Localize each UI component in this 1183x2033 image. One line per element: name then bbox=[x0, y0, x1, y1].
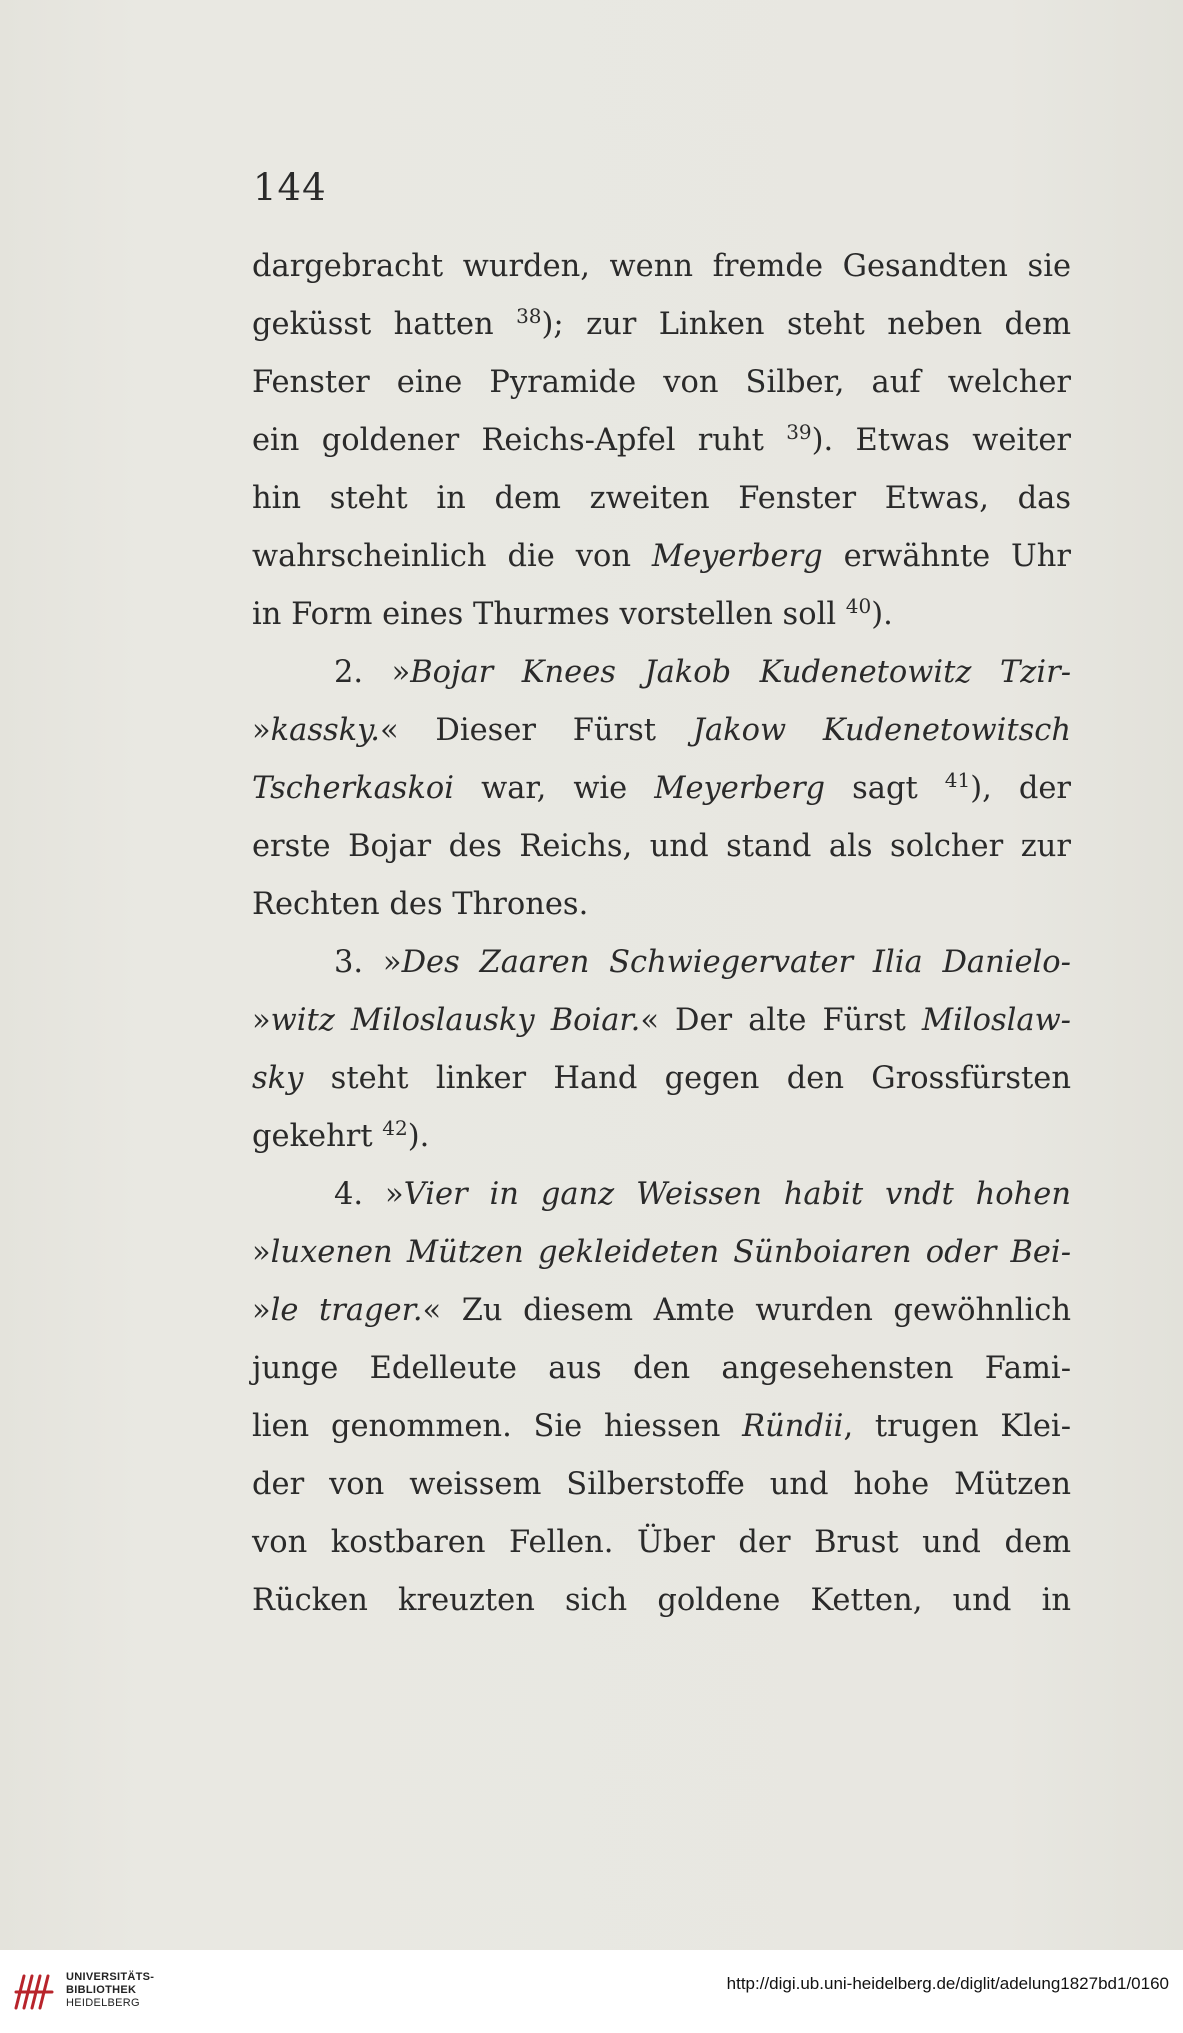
text-line bbox=[252, 1572, 1071, 1630]
text-line bbox=[252, 818, 1071, 876]
page-number: 144 bbox=[253, 166, 327, 209]
text-run: der von weissem Silberstoffe und hohe Mützen bbox=[252, 1467, 1071, 1502]
library-name-line1: UNIVERSITÄTS- bbox=[66, 1971, 155, 1983]
text-run: » bbox=[252, 713, 271, 748]
text-line bbox=[252, 992, 1071, 1050]
text-run: 2. » bbox=[334, 655, 411, 690]
text-run: ); zur Linken steht neben dem bbox=[541, 307, 1071, 342]
text-line bbox=[252, 1108, 1071, 1166]
text-run: Rücken kreuzten sich goldene Ketten, und in bbox=[252, 1583, 1071, 1618]
text-line bbox=[252, 1050, 1071, 1108]
text-run: » bbox=[252, 1003, 271, 1038]
library-name-line3: HEIDELBERG bbox=[66, 1997, 140, 2009]
footnote-reference: 41 bbox=[944, 767, 971, 792]
italic-text: Bojar Knees Jakob Kudenetowitz Tzir- bbox=[410, 655, 1071, 690]
text-run: junge Edelleute aus den angesehensten Fami- bbox=[252, 1351, 1071, 1386]
text-run: « Zu diesem Amte wurden gewöhnlich bbox=[422, 1293, 1071, 1328]
italic-text: Ründii bbox=[742, 1409, 844, 1444]
text-run: wahrscheinlich die von bbox=[252, 539, 652, 574]
text-line bbox=[252, 354, 1071, 412]
text-run: « Der alte Fürst bbox=[640, 1003, 922, 1038]
text-run: dargebracht wurden, wenn fremde Gesandten sie bbox=[252, 249, 1071, 284]
text-line bbox=[252, 1282, 1071, 1340]
text-run: gekehrt bbox=[252, 1119, 383, 1154]
text-run: 3. » bbox=[334, 945, 402, 980]
text-run: von kostbaren Fellen. Über der Brust und dem bbox=[252, 1525, 1071, 1560]
library-name-line2: BIBLIOTHEK bbox=[66, 1984, 137, 1996]
footnote-reference: 38 bbox=[516, 303, 542, 328]
text-run: sagt bbox=[825, 771, 945, 806]
text-line bbox=[252, 1224, 1071, 1282]
text-line bbox=[252, 1340, 1071, 1398]
text-line bbox=[252, 876, 1071, 934]
text-run: « Dieser Fürst bbox=[380, 713, 693, 748]
text-run: erste Bojar des Reichs, und stand als solcher zur bbox=[252, 829, 1071, 864]
text-run: ). Etwas weiter bbox=[811, 423, 1072, 458]
footnote-reference: 40 bbox=[845, 593, 872, 618]
italic-text: Jakow Kudenetowitsch bbox=[692, 713, 1071, 748]
text-line bbox=[252, 934, 1071, 992]
text-run: ), der bbox=[970, 771, 1071, 806]
source-url[interactable]: http://digi.ub.uni-heidelberg.de/diglit/adelung1827bd1/0160 bbox=[726, 1974, 1169, 1993]
text-run: , trugen Klei- bbox=[843, 1409, 1071, 1444]
text-run: in Form eines Thurmes vorstellen soll bbox=[252, 597, 846, 632]
text-run: ). bbox=[871, 597, 893, 632]
italic-text: Vier in ganz Weissen habit vndt hohen bbox=[403, 1177, 1071, 1212]
text-run: erwähnte Uhr bbox=[822, 539, 1071, 574]
text-run: hin steht in dem zweiten Fenster Etwas, das bbox=[252, 481, 1071, 516]
text-run: » bbox=[252, 1293, 271, 1328]
text-run: » bbox=[252, 1235, 271, 1270]
text-run: geküsst hatten bbox=[252, 307, 517, 342]
text-line bbox=[252, 296, 1071, 354]
italic-text: witz Miloslausky Boiar. bbox=[270, 1003, 641, 1038]
text-run: Fenster eine Pyramide von Silber, auf welcher bbox=[252, 365, 1071, 400]
text-line bbox=[252, 1166, 1071, 1224]
library-name bbox=[66, 1971, 154, 2010]
italic-text: sky bbox=[252, 1061, 304, 1096]
text-line bbox=[252, 412, 1071, 470]
text-line bbox=[252, 1514, 1071, 1572]
italic-text: le trager. bbox=[270, 1293, 423, 1328]
italic-text: Miloslaw- bbox=[921, 1003, 1071, 1038]
italic-text: luxenen Mützen gekleideten Sünboiaren oder Bei- bbox=[270, 1235, 1071, 1270]
italic-text: Meyerberg bbox=[651, 539, 823, 574]
text-line bbox=[252, 586, 1071, 644]
footer-bar bbox=[0, 1950, 1183, 2033]
text-run: Rechten des Thrones. bbox=[252, 887, 589, 922]
text-line bbox=[252, 1456, 1071, 1514]
text-run: war, wie bbox=[454, 771, 655, 806]
text-line bbox=[252, 470, 1071, 528]
text-run: ein goldener Reichs-Apfel ruht bbox=[252, 423, 787, 458]
italic-text: kassky. bbox=[270, 713, 380, 748]
italic-text: Des Zaaren Schwiegervater Ilia Danielo- bbox=[401, 945, 1071, 980]
footnote-reference: 42 bbox=[382, 1115, 408, 1140]
text-line bbox=[252, 1398, 1071, 1456]
text-line bbox=[252, 528, 1071, 586]
italic-text: Tscherkaskoi bbox=[252, 771, 455, 806]
text-run: ). bbox=[407, 1119, 430, 1154]
text-line bbox=[252, 644, 1071, 702]
footnote-reference: 39 bbox=[786, 419, 812, 444]
text-run: lien genommen. Sie hiessen bbox=[252, 1409, 743, 1444]
university-library-logo-icon bbox=[10, 1968, 58, 2016]
text-line bbox=[252, 702, 1071, 760]
body-text bbox=[252, 238, 1071, 1630]
text-line bbox=[252, 238, 1071, 296]
text-run: 4. » bbox=[334, 1177, 404, 1212]
text-run: steht linker Hand gegen den Grossfürsten bbox=[303, 1061, 1071, 1096]
text-line bbox=[252, 760, 1071, 818]
italic-text: Meyerberg bbox=[654, 771, 826, 806]
